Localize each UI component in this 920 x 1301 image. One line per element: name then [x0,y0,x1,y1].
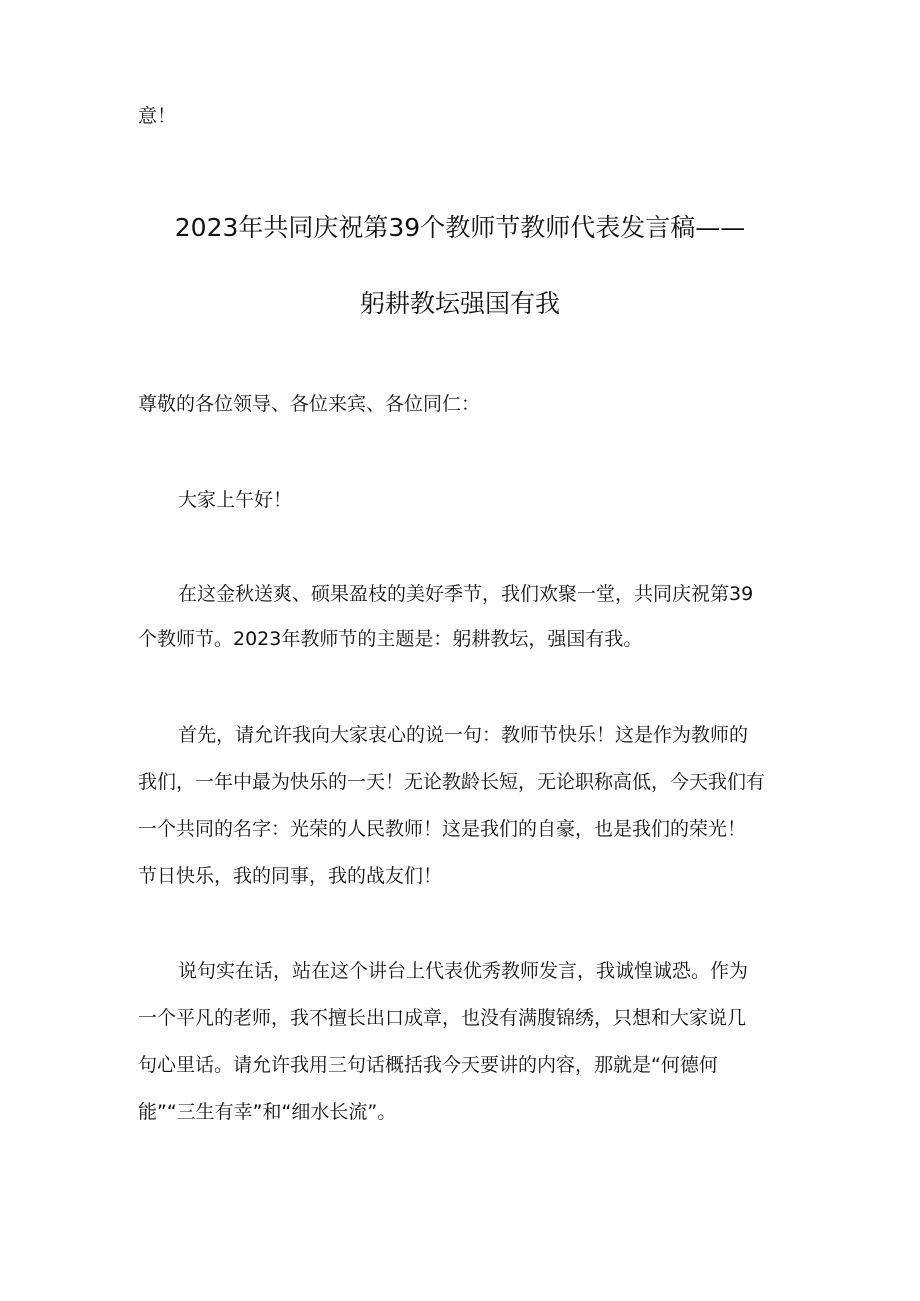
paragraph-2-line-3: 一个共同的名字：光荣的人民教师！这是我们的自豪，也是我们的荣光！ [138,818,747,840]
carryover-text: 意！ [138,105,177,127]
paragraph-3-line-4: 能”“三生有幸”和“细水长流”。 [138,1101,397,1123]
greeting: 大家上午好！ [178,489,293,511]
paragraph-1-line-1: 在这金秋送爽、硕果盈枝的美好季节，我们欢聚一堂，共同庆祝第39 [178,583,754,605]
paragraph-2-line-2: 我们，一年中最为快乐的一天！无论教龄长短，无论职称高低，今天我们有 [138,771,766,793]
paragraph-1-line-2: 个教师节。2023年教师节的主题是：躬耕教坛，强国有我。 [138,628,643,650]
paragraph-3-line-3: 句心里话。请允许我用三句话概括我今天要讲的内容，那就是“何德何 [138,1054,718,1076]
paragraph-2-line-1: 首先，请允许我向大家衷心的说一句：教师节快乐！这是作为教师的 [178,724,749,746]
document-title-line-2: 躬耕教坛强国有我 [359,289,560,318]
paragraph-3-line-1: 说句实在话，站在这个讲台上代表优秀教师发言，我诚惶诚恐。作为 [178,960,749,982]
paragraph-3-line-2: 一个平凡的老师，我不擅长出口成章，也没有满腹锦绣，只想和大家说几 [138,1007,747,1029]
paragraph-2-line-4: 节日快乐，我的同事，我的战友们！ [138,865,443,887]
salutation: 尊敬的各位领导、各位来宾、各位同仁： [138,393,481,415]
document-title-line-1: 2023年共同庆祝第39个教师节教师代表发言稿—— [174,213,746,242]
